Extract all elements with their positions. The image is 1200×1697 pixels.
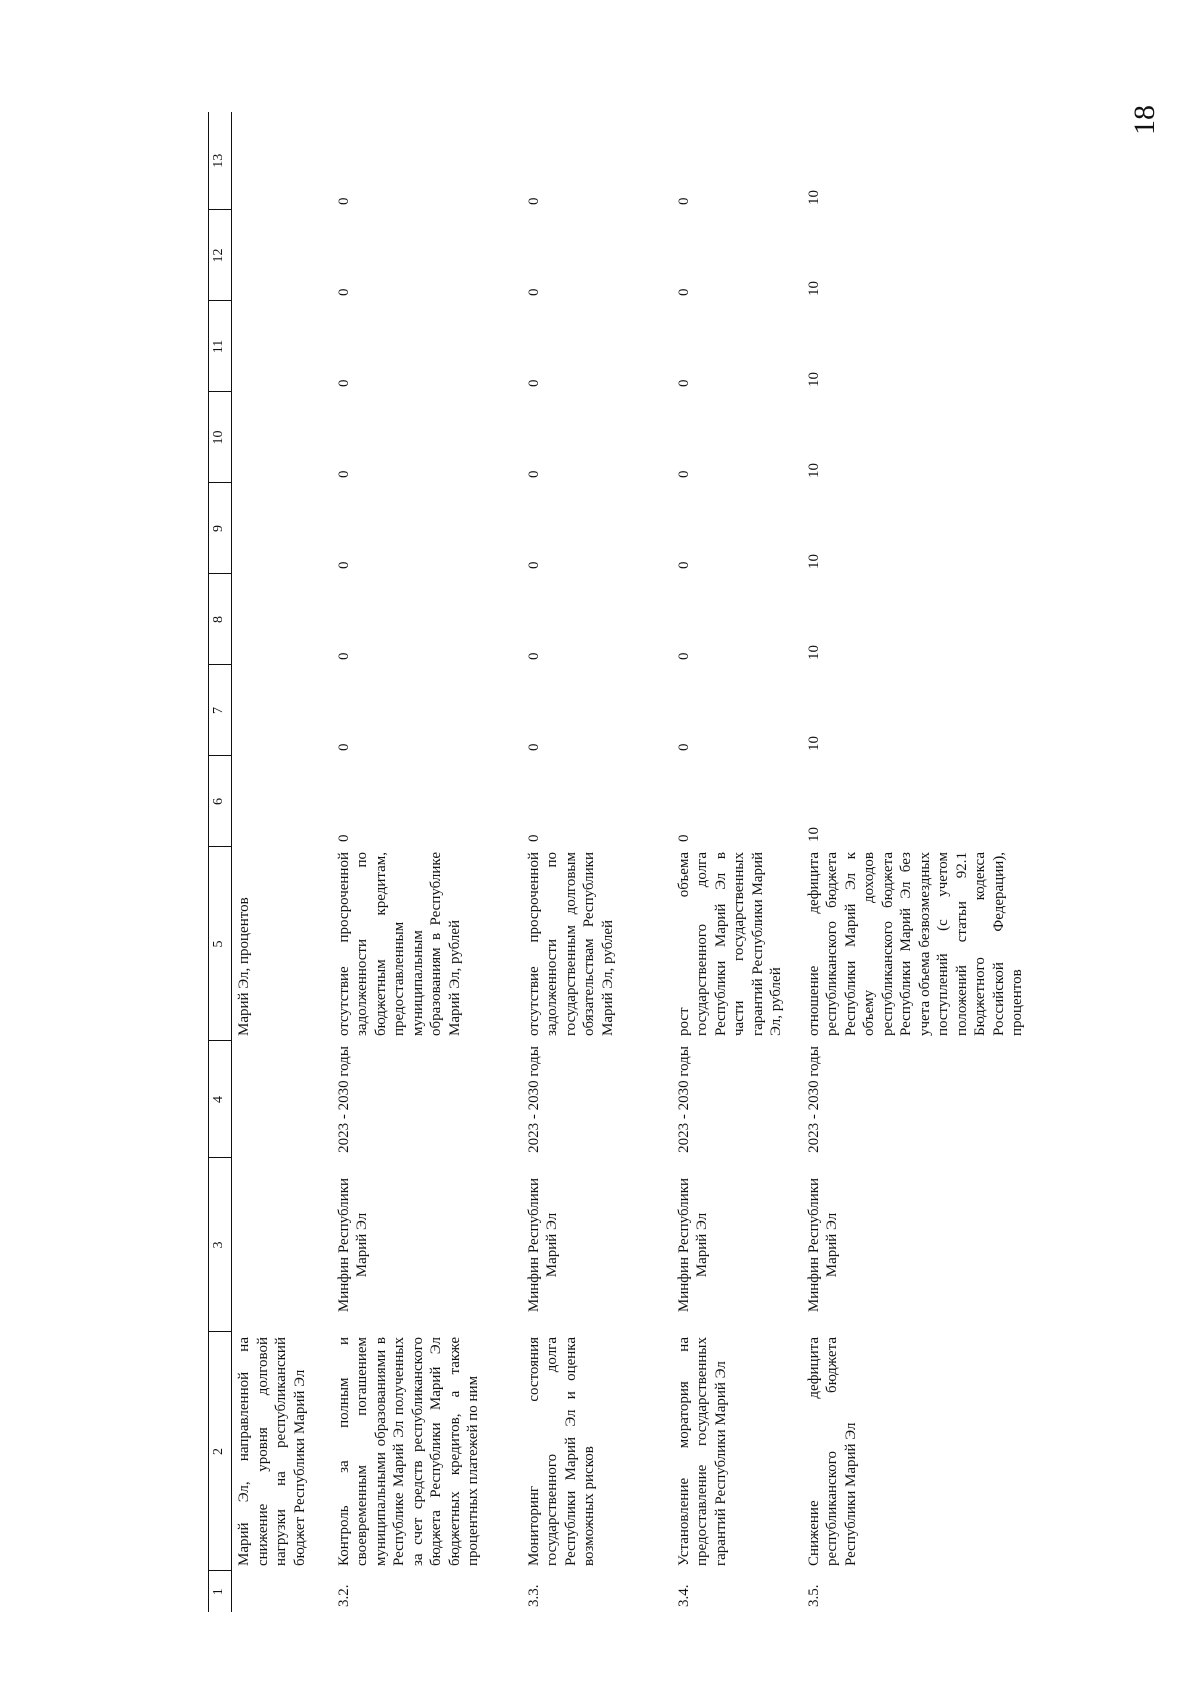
value-cell: 0: [525, 470, 542, 478]
row-number: 3.5.: [805, 1584, 822, 1607]
column-header: 6: [209, 756, 232, 847]
value-cell: 0: [675, 379, 692, 387]
value-cell: 0: [335, 288, 352, 296]
value-cell: 0: [675, 652, 692, 660]
column-header: 7: [209, 665, 232, 756]
page-number: 18: [1128, 105, 1161, 135]
value-cell: 10: [805, 190, 822, 205]
value-cell: 10: [805, 736, 822, 751]
value-cell: 0: [525, 288, 542, 296]
value-cell: 0: [525, 561, 542, 569]
indicator-cell: Марий Эл, процентов: [236, 897, 252, 1036]
column-header: 8: [209, 574, 232, 665]
value-cell: 10: [805, 372, 822, 387]
value-cell: 0: [335, 470, 352, 478]
value-cell: 0: [675, 197, 692, 205]
executor-cell: Минфин Республики Марий Эл: [525, 1177, 560, 1313]
measure-cell: Марий Эл, направленной на снижение уровня долговой нагрузки на республиканский бюджет Республики Марий Эл: [236, 1337, 308, 1566]
measure-cell: Контроль за полным и своевременным погашением муниципальными образованиями в Республике Марий Эл полученных за счет средств республиканского бюджета Республики Марий Эл бюджетных кредитов, а также процентных платежей по ним: [335, 1337, 481, 1566]
indicator-cell: отношение дефицита республиканского бюджета Республики Марий Эл к объему доходов республиканского бюджета Республики Марий Эл без учета объема безвозмездных поступлений (с учетом положений статьи 92.1 Бюджетного кодекса Российской Федерации), процентов: [805, 852, 1025, 1036]
value-cell: 10: [805, 827, 822, 842]
period-cell: 2023 - 2030 годы: [525, 1046, 542, 1153]
column-header: 5: [209, 847, 232, 1041]
period-cell: 2023 - 2030 годы: [805, 1046, 822, 1153]
row-number: 3.3.: [525, 1584, 542, 1607]
executor-cell: Минфин Республики Марий Эл: [335, 1177, 370, 1313]
table-row: [802, 112, 1042, 1612]
column-header: 13: [209, 112, 232, 210]
value-cell: 0: [335, 834, 352, 842]
column-header: 12: [209, 210, 232, 301]
period-cell: 2023 - 2030 годы: [335, 1046, 352, 1153]
column-header: 9: [209, 483, 232, 574]
value-cell: 0: [675, 561, 692, 569]
value-cell: 0: [335, 379, 352, 387]
measure-cell: Снижение дефицита республиканского бюджета Республики Марий Эл: [805, 1337, 859, 1566]
row-number: 3.4.: [675, 1584, 692, 1607]
table-row: [332, 112, 522, 1612]
value-cell: 0: [525, 652, 542, 660]
measures-table: [208, 112, 1042, 1612]
column-number-header-row: [209, 112, 232, 1612]
column-header: 10: [209, 392, 232, 483]
indicator-cell: отсутствие просроченной задолженности по бюджетным кредитам, предоставленным муниципальным образованиям в Республике Марий Эл, рублей: [335, 852, 463, 1036]
executor-cell: Минфин Республики Марий Эл: [805, 1177, 840, 1313]
column-header: 11: [209, 301, 232, 392]
value-cell: 0: [335, 743, 352, 751]
value-cell: 0: [525, 197, 542, 205]
column-header: 3: [209, 1158, 232, 1332]
table-row: [672, 112, 802, 1612]
value-cell: 10: [805, 463, 822, 478]
value-cell: 10: [805, 281, 822, 296]
indicator-cell: отсутствие просроченной задолженности по государственным долговым обязательствам Республики Марий Эл, рублей: [525, 852, 616, 1036]
value-cell: 0: [335, 197, 352, 205]
column-header: 4: [209, 1041, 232, 1158]
rotated-table-container: [208, 112, 1200, 1612]
value-cell: 0: [675, 834, 692, 842]
indicator-cell: рост объема государственного долга Республики Марий Эл в части государственных гарантий Республики Марий Эл, рублей: [675, 852, 784, 1036]
value-cell: 0: [335, 561, 352, 569]
period-cell: 2023 - 2030 годы: [675, 1046, 692, 1153]
value-cell: 10: [805, 554, 822, 569]
column-header: 2: [209, 1332, 232, 1571]
value-cell: 0: [525, 834, 542, 842]
measure-cell: Мониторинг состояния государственного долга Республики Марий Эл и оценка возможных рисков: [525, 1337, 597, 1566]
value-cell: 0: [525, 743, 542, 751]
table-row: [522, 112, 672, 1612]
executor-cell: Минфин Республики Марий Эл: [675, 1177, 710, 1313]
value-cell: 0: [675, 743, 692, 751]
column-header: 1: [209, 1571, 232, 1612]
value-cell: 0: [675, 288, 692, 296]
measure-cell: Установление моратория на предоставление государственных гарантий Республики Марий Эл: [675, 1337, 729, 1566]
value-cell: 10: [805, 645, 822, 660]
continuation-row: [232, 112, 332, 1612]
value-cell: 0: [525, 379, 542, 387]
value-cell: 0: [675, 470, 692, 478]
row-number: 3.2.: [335, 1584, 352, 1607]
value-cell: 0: [335, 652, 352, 660]
